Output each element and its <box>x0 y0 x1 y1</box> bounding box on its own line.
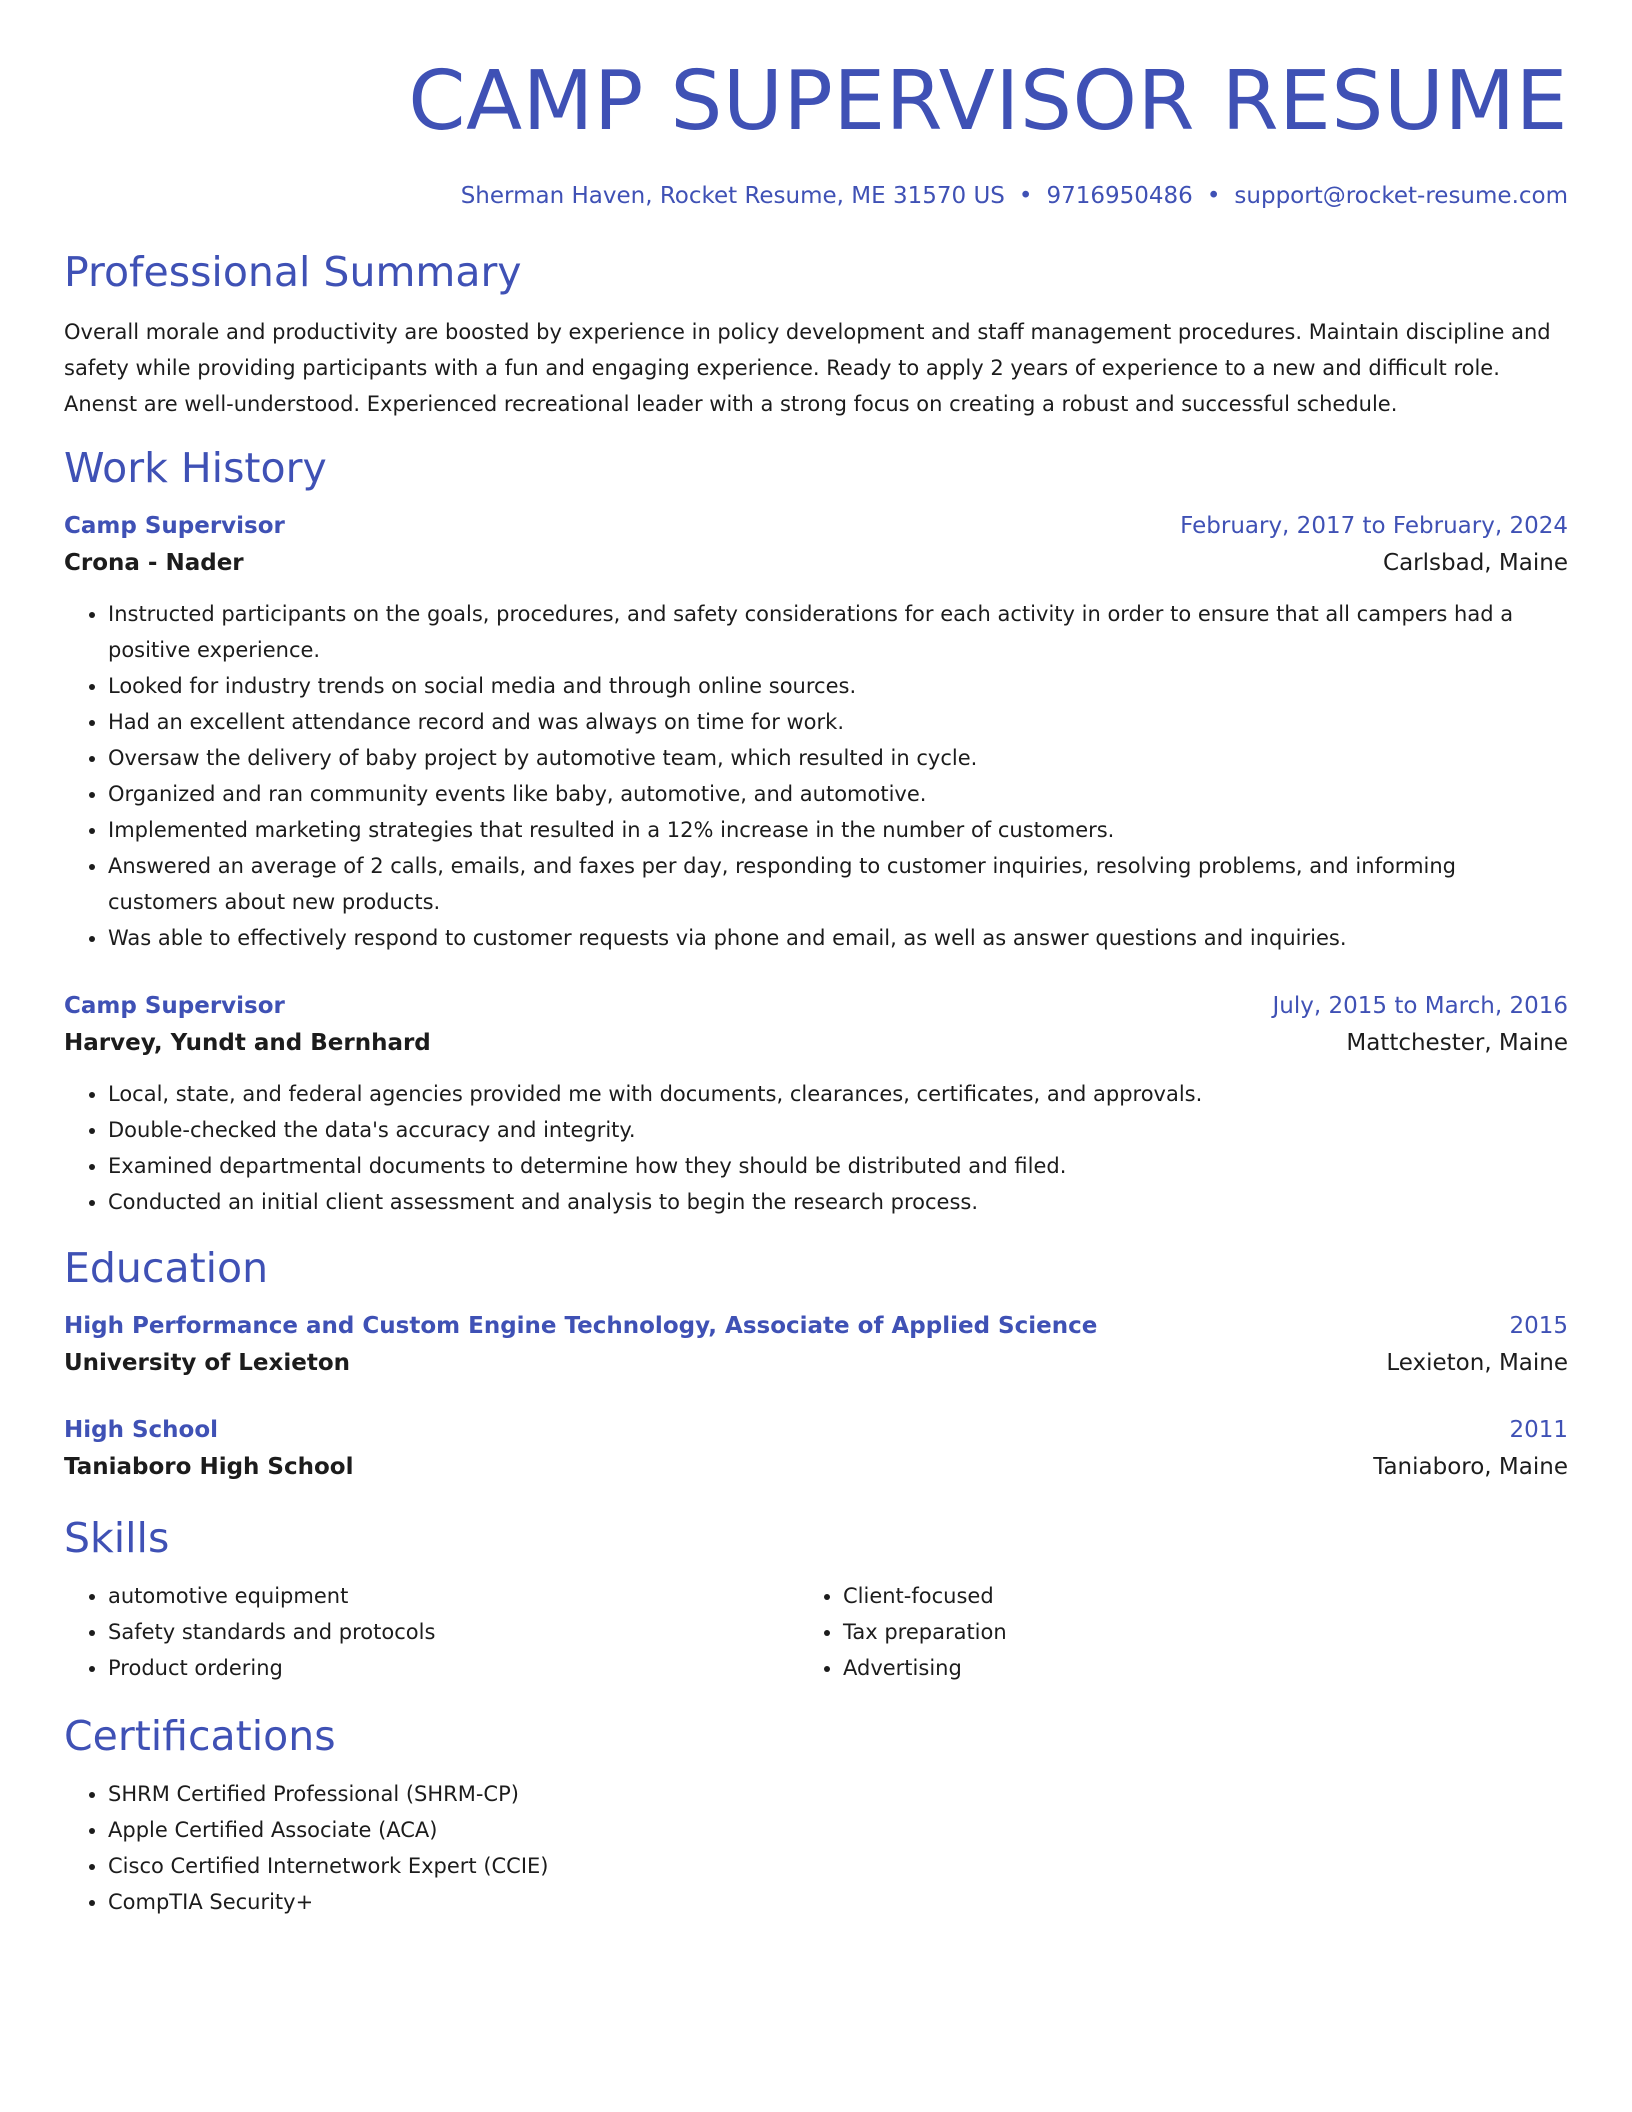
resume-title: CAMP SUPERVISOR RESUME <box>408 54 1568 149</box>
section-heading-skills: Skills <box>64 1514 170 1562</box>
education-school-row <box>64 1344 1568 1382</box>
list-item: • Looked for industry trends on social media and through online sources. <box>108 668 1568 704</box>
section-heading-certifications: Certifications <box>64 1712 336 1760</box>
list-item: • Double-checked the data's accuracy and integrity. <box>108 1112 1568 1148</box>
list-item: • Cisco Certified Internetwork Expert (CCIE) <box>108 1848 1568 1884</box>
list-item: • Safety standards and protocols <box>108 1614 799 1650</box>
job-company: Harvey, Yundt and Bernhard <box>64 1030 431 1056</box>
job-company-row <box>64 544 1568 582</box>
summary-text: Overall morale and productivity are boosted by experience in policy development and staff management procedures. Maintain discipline and safety while providing participants with a fun and engaging experience. Ready to apply 2 years of experience to a new and difficult role. Anenst are well-understood. Experienced recreational leader with a strong focus on creating a robust and successful schedule. <box>64 320 1551 416</box>
contact-address: Sherman Haven, Rocket Resume, ME 31570 US <box>460 183 1005 209</box>
list-item: • Tax preparation <box>843 1614 1534 1650</box>
list-item: • Apple Certified Associate (ACA) <box>108 1812 1568 1848</box>
list-item: • Implemented marketing strategies that resulted in a 12% increase in the number of customers. <box>108 812 1568 848</box>
job-location: Carlsbad, Maine <box>1383 550 1568 576</box>
education-school-row <box>64 1448 1568 1486</box>
job-dates: July, 2015 to March, 2016 <box>1272 993 1568 1019</box>
section-heading-work-history: Work History <box>64 444 327 492</box>
list-item: • Instructed participants on the goals, procedures, and safety considerations for each activity in order to ensure that all campers had a positive experience. <box>108 596 1568 668</box>
list-item: • Product ordering <box>108 1650 799 1686</box>
skills-column-right <box>799 1578 1534 1686</box>
education-section <box>64 1242 1568 1486</box>
list-item: • Oversaw the delivery of baby project by automotive team, which resulted in cycle. <box>108 740 1568 776</box>
section-heading-summary: Professional Summary <box>64 248 522 296</box>
job-company-row <box>64 1024 1568 1062</box>
section-heading-education: Education <box>64 1244 269 1292</box>
skills-grid <box>64 1578 1568 1686</box>
skills-column-left <box>64 1578 799 1686</box>
contact-phone: 9716950486 <box>1046 183 1193 209</box>
job-entry <box>64 508 1568 956</box>
contact-line <box>64 180 1568 212</box>
list-item: • Local, state, and federal agencies provided me with documents, clearances, certificates, and approvals. <box>108 1076 1568 1112</box>
job-bullets <box>64 1076 1568 1220</box>
education-location: Lexieton, Maine <box>1386 1350 1568 1376</box>
job-dates: February, 2017 to February, 2024 <box>1180 513 1568 539</box>
job-company: Crona - Nader <box>64 550 244 576</box>
contact-separator: • <box>1206 183 1221 209</box>
education-school: University of Lexieton <box>64 1350 350 1376</box>
education-year: 2011 <box>1509 1417 1568 1443</box>
job-location: Mattchester, Maine <box>1346 1030 1568 1056</box>
list-item: • automotive equipment <box>108 1578 799 1614</box>
list-item: • Organized and ran community events like baby, automotive, and automotive. <box>108 776 1568 812</box>
job-bullets <box>64 596 1568 956</box>
job-header-row <box>64 988 1568 1024</box>
job-entry <box>64 988 1568 1220</box>
education-degree: High Performance and Custom Engine Technology, Associate of Applied Science <box>64 1313 1098 1339</box>
education-degree: High School <box>64 1417 219 1443</box>
list-item: • Answered an average of 2 calls, emails, and faxes per day, responding to customer inquiries, resolving problems, and informing customers about new products. <box>108 848 1568 920</box>
education-location: Taniaboro, Maine <box>1373 1454 1568 1480</box>
education-header-row <box>64 1412 1568 1448</box>
summary-section <box>64 246 1568 422</box>
list-item: • Examined departmental documents to determine how they should be distributed and filed. <box>108 1148 1568 1184</box>
list-item: • Was able to effectively respond to customer requests via phone and email, as well as answer questions and inquiries. <box>108 920 1568 956</box>
work-history-section <box>64 442 1568 1220</box>
list-item: • Had an excellent attendance record and was always on time for work. <box>108 704 1568 740</box>
list-item: • Advertising <box>843 1650 1534 1686</box>
job-role: Camp Supervisor <box>64 993 285 1019</box>
list-item: • Conducted an initial client assessment and analysis to begin the research process. <box>108 1184 1568 1220</box>
job-header-row <box>64 508 1568 544</box>
education-header-row <box>64 1308 1568 1344</box>
contact-email[interactable]: support@rocket-resume.com <box>1234 183 1568 209</box>
education-entry <box>64 1308 1568 1382</box>
education-entry <box>64 1412 1568 1486</box>
list-item: • CompTIA Security+ <box>108 1884 1568 1920</box>
certifications-section <box>64 1710 1568 1920</box>
education-school: Taniaboro High School <box>64 1454 354 1480</box>
list-item: • Client-focused <box>843 1578 1534 1614</box>
list-item: • SHRM Certified Professional (SHRM-CP) <box>108 1776 1568 1812</box>
job-role: Camp Supervisor <box>64 513 285 539</box>
skills-section <box>64 1512 1568 1686</box>
education-year: 2015 <box>1509 1313 1568 1339</box>
certifications-list <box>64 1776 1568 1920</box>
contact-separator: • <box>1018 183 1033 209</box>
